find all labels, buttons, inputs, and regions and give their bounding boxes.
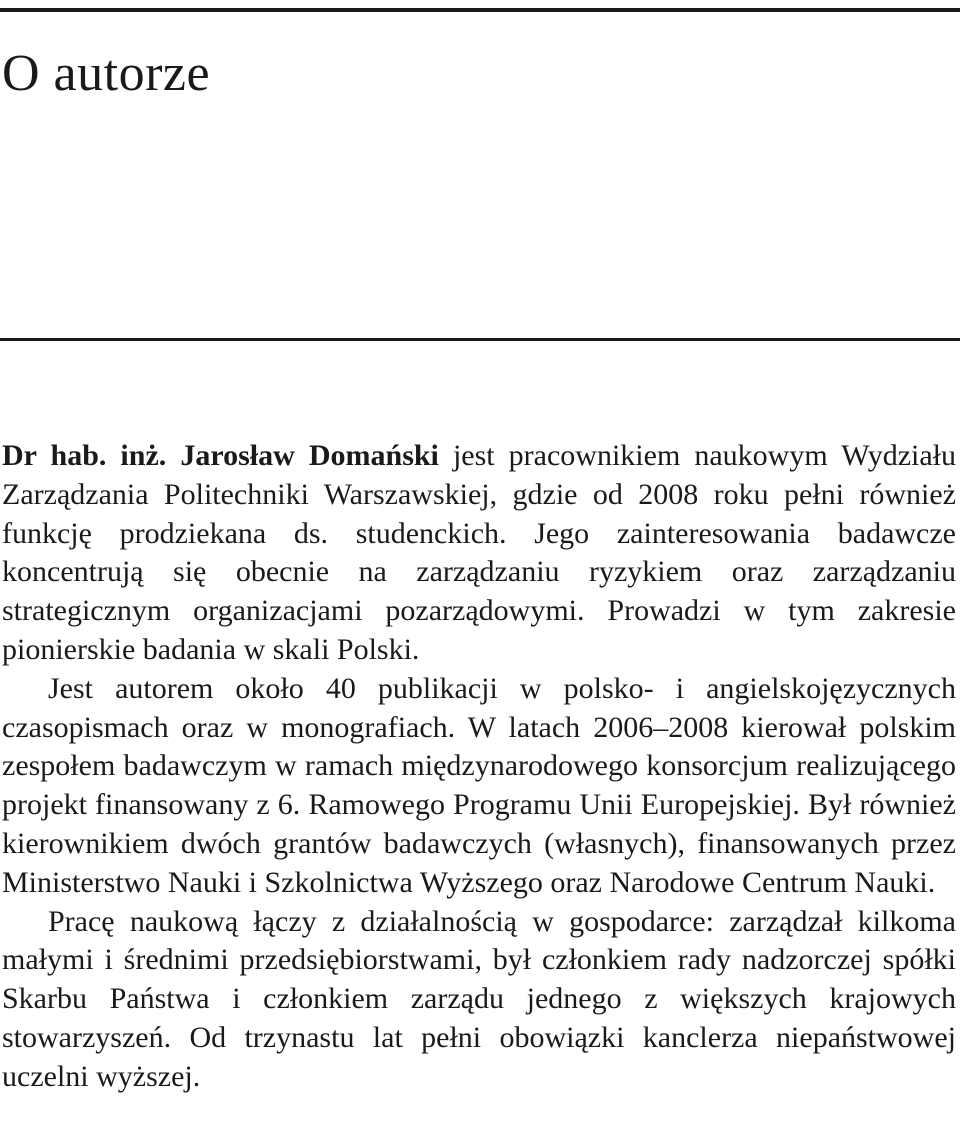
author-name: Dr hab. inż. Jarosław Domański	[2, 439, 439, 472]
section-divider	[0, 338, 960, 341]
top-rule	[0, 8, 960, 12]
page-title: O autorze	[2, 45, 211, 102]
bio-paragraph-1	[2, 437, 956, 670]
author-bio	[2, 437, 956, 1097]
bio-paragraph-1-text: jest pracownikiem naukowym Wydziału Zarządzania Politechniki Warszawskiej, gdzie od 2008 roku pełni również funkcję prodziekana ds. studenckich. Jego zainteresowania badawcze koncentrują się obecnie na zarządzaniu ryzykiem oraz zarządzaniu strategicznym organizacjami pozarządowymi. Prowadzi w tym zakresie pionierskie badania w skali Polski.	[2, 439, 957, 666]
bio-paragraph-3: Pracę naukową łączy z działalnością w gospodarce: zarządzał kilkoma małymi i średnimi przedsiębiorstwami, był członkiem rady nadzorczej spółki Skarbu Państwa i członkiem zarządu jednego z większych krajowych stowarzyszeń. Od trzynastu lat pełni obowiązki kanclerza niepaństwowej uczelni wyższej.	[2, 904, 956, 1093]
bio-paragraph-2: Jest autorem około 40 publikacji w polsko- i angielskojęzycznych czasopismach oraz w monografiach. W latach 2006–2008 kierował polskim zespołem badawczym w ramach międzynarodowego konsorcjum realizującego projekt finansowany z 6. Ramowego Programu Unii Europejskiej. Był również kierownikiem dwóch grantów badawczych (własnych), finansowanych przez Ministerstwo Nauki i Szkolnictwa Wyższego oraz Narodowe Centrum Nauki.	[2, 671, 956, 899]
